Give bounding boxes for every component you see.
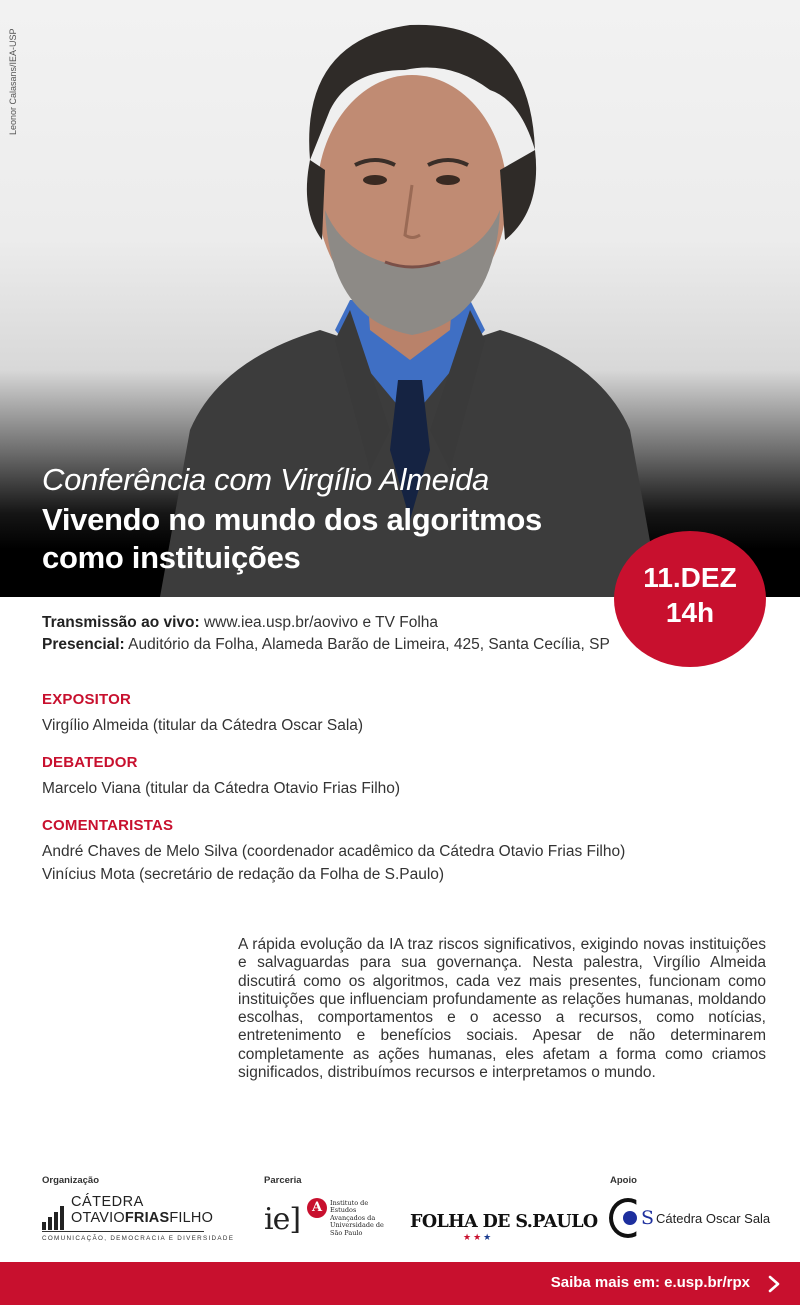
event-date: 11.DEZ (643, 562, 737, 593)
folha-name: FOLHA DE S.PAULO (410, 1212, 598, 1232)
hero-banner (0, 0, 800, 597)
stream-label: Transmissão ao vivo: (42, 614, 200, 631)
oscar-s-mark: S (641, 1207, 655, 1229)
hero-text (42, 459, 642, 577)
catedra-oscar-sala-logo (609, 1198, 779, 1242)
expositor-section (42, 690, 722, 737)
chevron-right-icon[interactable] (766, 1275, 782, 1293)
section-title: EXPOSITOR (42, 691, 132, 708)
onsite-info (42, 634, 622, 656)
debatedor-section (42, 753, 722, 800)
event-info (42, 612, 622, 656)
person-line: Virgílio Almeida (titular da Cátedra Oscar Sala) (42, 717, 364, 734)
iea-name: Instituto de Estudos Avançados da Universidade de São Paulo (330, 1199, 384, 1237)
more-info-link[interactable]: Saiba mais em: e.usp.br/rpx (550, 1274, 750, 1291)
catedra-line2 (71, 1210, 213, 1226)
partner-label: Parceria (264, 1175, 302, 1186)
catedra-frias: FRIAS (124, 1210, 170, 1226)
organization-label: Organização (42, 1175, 100, 1186)
event-time: 14h (665, 597, 715, 628)
comentaristas-section (42, 816, 722, 886)
catedra-filho: FILHO (169, 1210, 214, 1226)
iea-a-icon: A (307, 1198, 327, 1218)
catedra-subtitle: COMUNICAÇÃO, DEMOCRACIA E DIVERSIDADE (42, 1235, 235, 1242)
photo-credit-text: Leonor Calasans/IEA-USP (8, 28, 18, 135)
photo-credit (6, 10, 20, 170)
catedra-otavio: OTAVIO (71, 1210, 125, 1226)
person-line: Marcelo Viana (titular da Cátedra Otavio Frias Filho) (42, 780, 401, 797)
event-abstract: A rápida evolução da IA traz riscos significativos, exigindo novas instituições e salvaguardas para sua governança. Nesta palestra, Virgílio Almeida discutirá como os algoritmos, cada vez mais presentes, funcionam como instituições que influenciam profundamente as relações humanas, moldando escolhas, comportamentos e o acesso a recursos, como notícias, entretenimento e benefícios sociais. Apesar de não determinarem completamente as ações humanas, eles afetam a forma como criamos significados, distribuímos recursos e interpretamos o mundo. (238, 936, 766, 1082)
event-kicker: Conferência com Virgílio Almeida (42, 462, 489, 497)
event-title-line2: como instituições (42, 540, 301, 575)
iea-mark: ie] (264, 1202, 301, 1237)
footer-link-bar[interactable] (0, 1262, 800, 1305)
stars-icon: ★★★ (463, 1232, 494, 1242)
event-title-line1: Vivendo no mundo dos algoritmos (42, 502, 542, 537)
iea-usp-logo (264, 1196, 394, 1246)
onsite-value: Auditório da Folha, Alameda Barão de Limeira, 425, Santa Cecília, SP (124, 636, 610, 653)
stream-info (42, 612, 622, 634)
section-title: COMENTARISTAS (42, 817, 174, 834)
catedra-line1: CÁTEDRA (71, 1194, 144, 1210)
divider (42, 1231, 204, 1232)
support-label: Apoio (610, 1175, 637, 1186)
catedra-otavio-frias-filho-logo (42, 1190, 235, 1246)
person-line: Vinícius Mota (secretário de redação da Folha de S.Paulo) (42, 866, 445, 883)
oscar-name: Cátedra Oscar Sala (656, 1211, 771, 1226)
person-line: André Chaves de Melo Silva (coordenador acadêmico da Cátedra Otavio Frias Filho) (42, 843, 626, 860)
stream-value: www.iea.usp.br/aovivo e TV Folha (199, 614, 439, 631)
onsite-label: Presencial: (42, 636, 125, 653)
oscar-dot-icon (623, 1211, 637, 1225)
folha-de-spaulo-logo (410, 1212, 598, 1246)
date-badge (614, 531, 766, 667)
section-title: DEBATEDOR (42, 754, 138, 771)
